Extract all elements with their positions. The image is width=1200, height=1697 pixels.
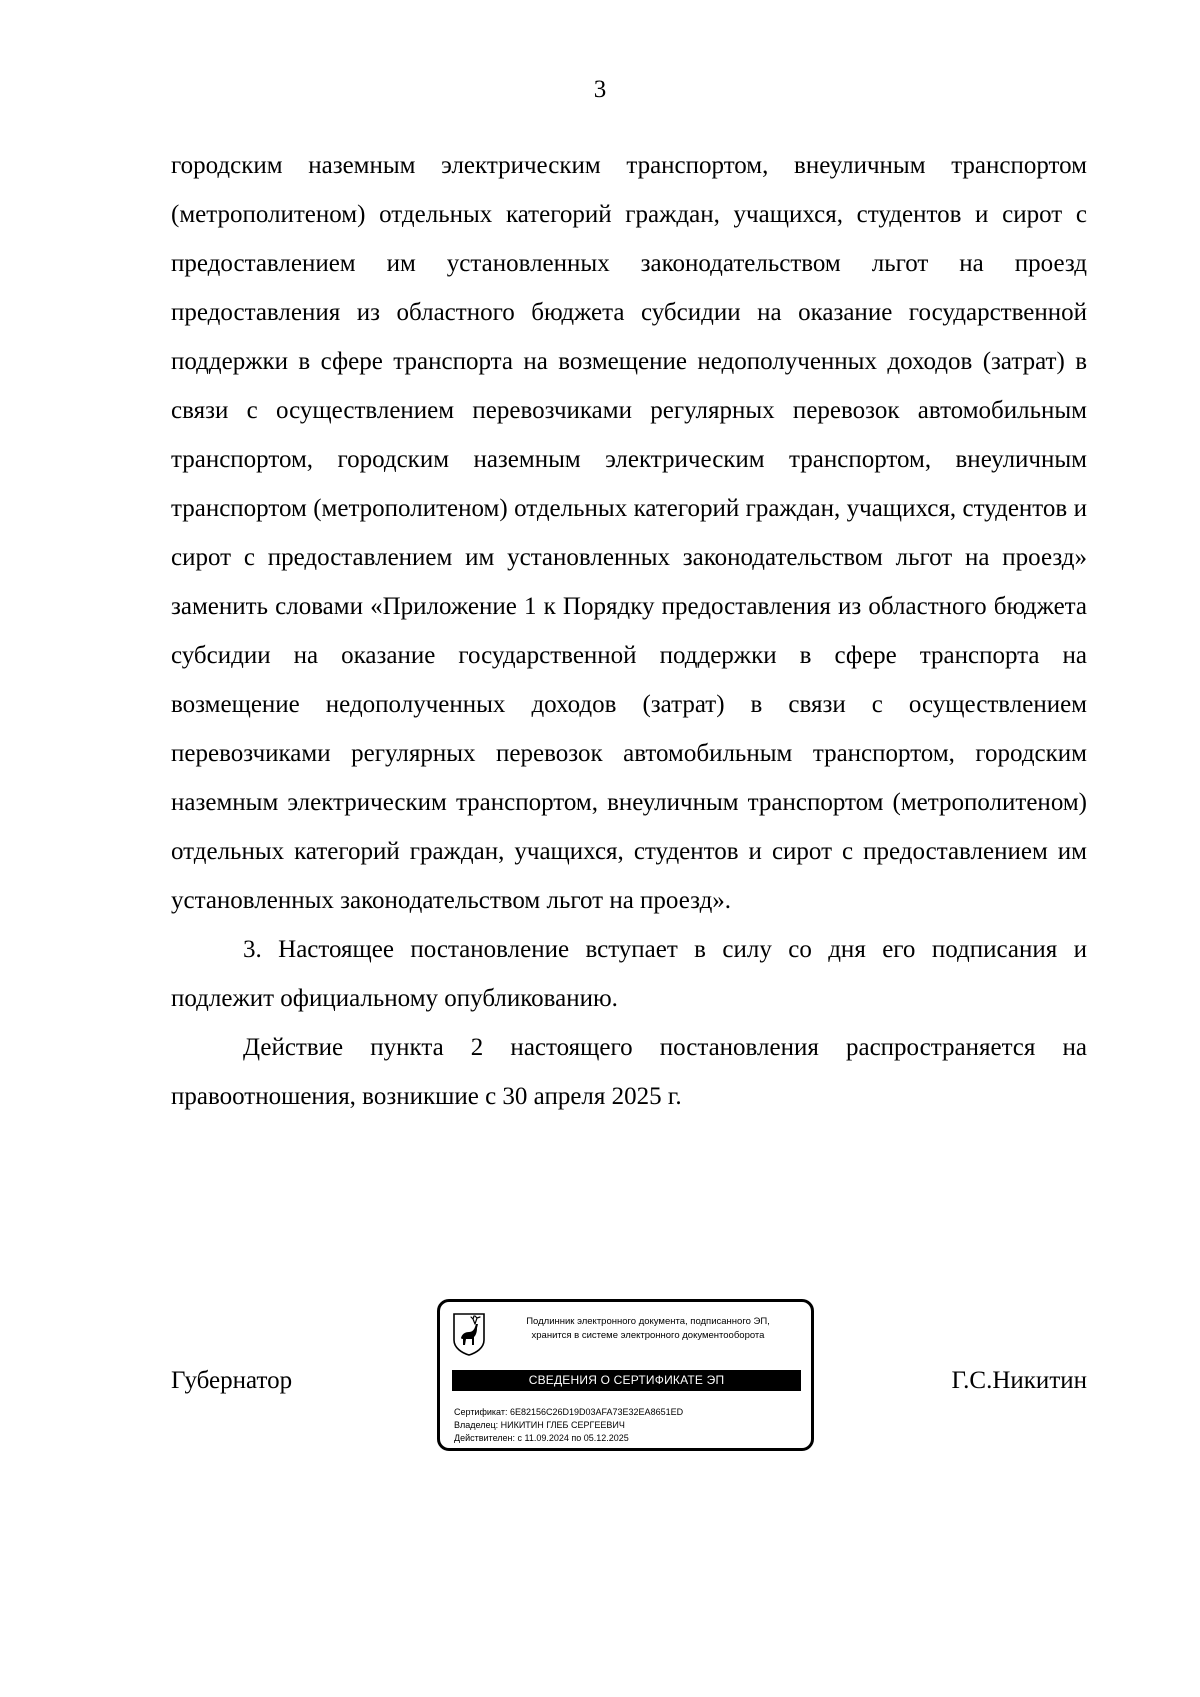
paragraph-effective-date: Действие пункта 2 настоящего постановления распространяется на правоотношения, возникшие с 30 апреля 2025 г.: [171, 1034, 1087, 1110]
paragraph-amendment-text: городским наземным электрическим транспортом, внеуличным транспортом (метрополитеном) отдельных категорий граждан, учащихся, студентов и сирот с предоставлением им установленных законодательством льгот на проезд предоставления из областного бюджета субсидии на оказание государственной поддержки в сфере транспорта на возмещение недополученных доходов (затрат) в связи с осуществлением перевозчиками регулярных перевозок автомобильным транспортом, городским наземным электрическим транспортом, внеуличным транспортом (метрополитеном) отдельных категорий граждан, учащихся, студентов и сирот с предоставлением им установленных законодательством льгот на проезд» заменить словами «Приложение 1 к Порядку предоставления из областного бюджета субсидии на оказание государственной поддержки в сфере транспорта на возмещение недополученных доходов (затрат) в связи с осуществлением перевозчиками регулярных перевозок автомобильным транспортом, городским наземным электрическим транспортом, внеуличным транспортом (метрополитеном) отдельных категорий граждан, учащихся, студентов и сирот с предоставлением им установленных законодательством льгот на проезд».: [171, 152, 1087, 914]
page-number: 3: [593, 76, 607, 103]
signer-position: Губернатор: [171, 1367, 293, 1394]
signer-name: Г.С.Никитин: [951, 1367, 1087, 1394]
document-body: [171, 141, 1087, 1121]
certificate-notice-line-1: Подлинник электронного документа, подписанного ЭП,: [526, 1316, 770, 1327]
certificate-notice-line-2: хранится в системе электронного документооборота: [531, 1330, 765, 1341]
paragraph-clause-3: 3. Настоящее постановление вступает в силу со дня его подписания и подлежит официальному опубликованию.: [171, 936, 1087, 1012]
certificate-header: СВЕДЕНИЯ О СЕРТИФИКАТЕ ЭП: [452, 1370, 801, 1391]
certificate-notice: [498, 1315, 798, 1343]
certificate-owner: Владелец: НИКИТИН ГЛЕБ СЕРГЕЕВИЧ: [454, 1420, 625, 1430]
certificate-serial: Сертификат: 6E82156C26D19D03AFA73E32EA8651ED: [454, 1407, 684, 1417]
certificate-validity: Действителен: с 11.09.2024 по 05.12.2025: [454, 1433, 629, 1443]
certificate-details: [454, 1406, 804, 1445]
deer-coat-of-arms-icon: [452, 1312, 486, 1356]
electronic-signature-stamp: [437, 1299, 814, 1451]
signature-block: [171, 1299, 1087, 1469]
